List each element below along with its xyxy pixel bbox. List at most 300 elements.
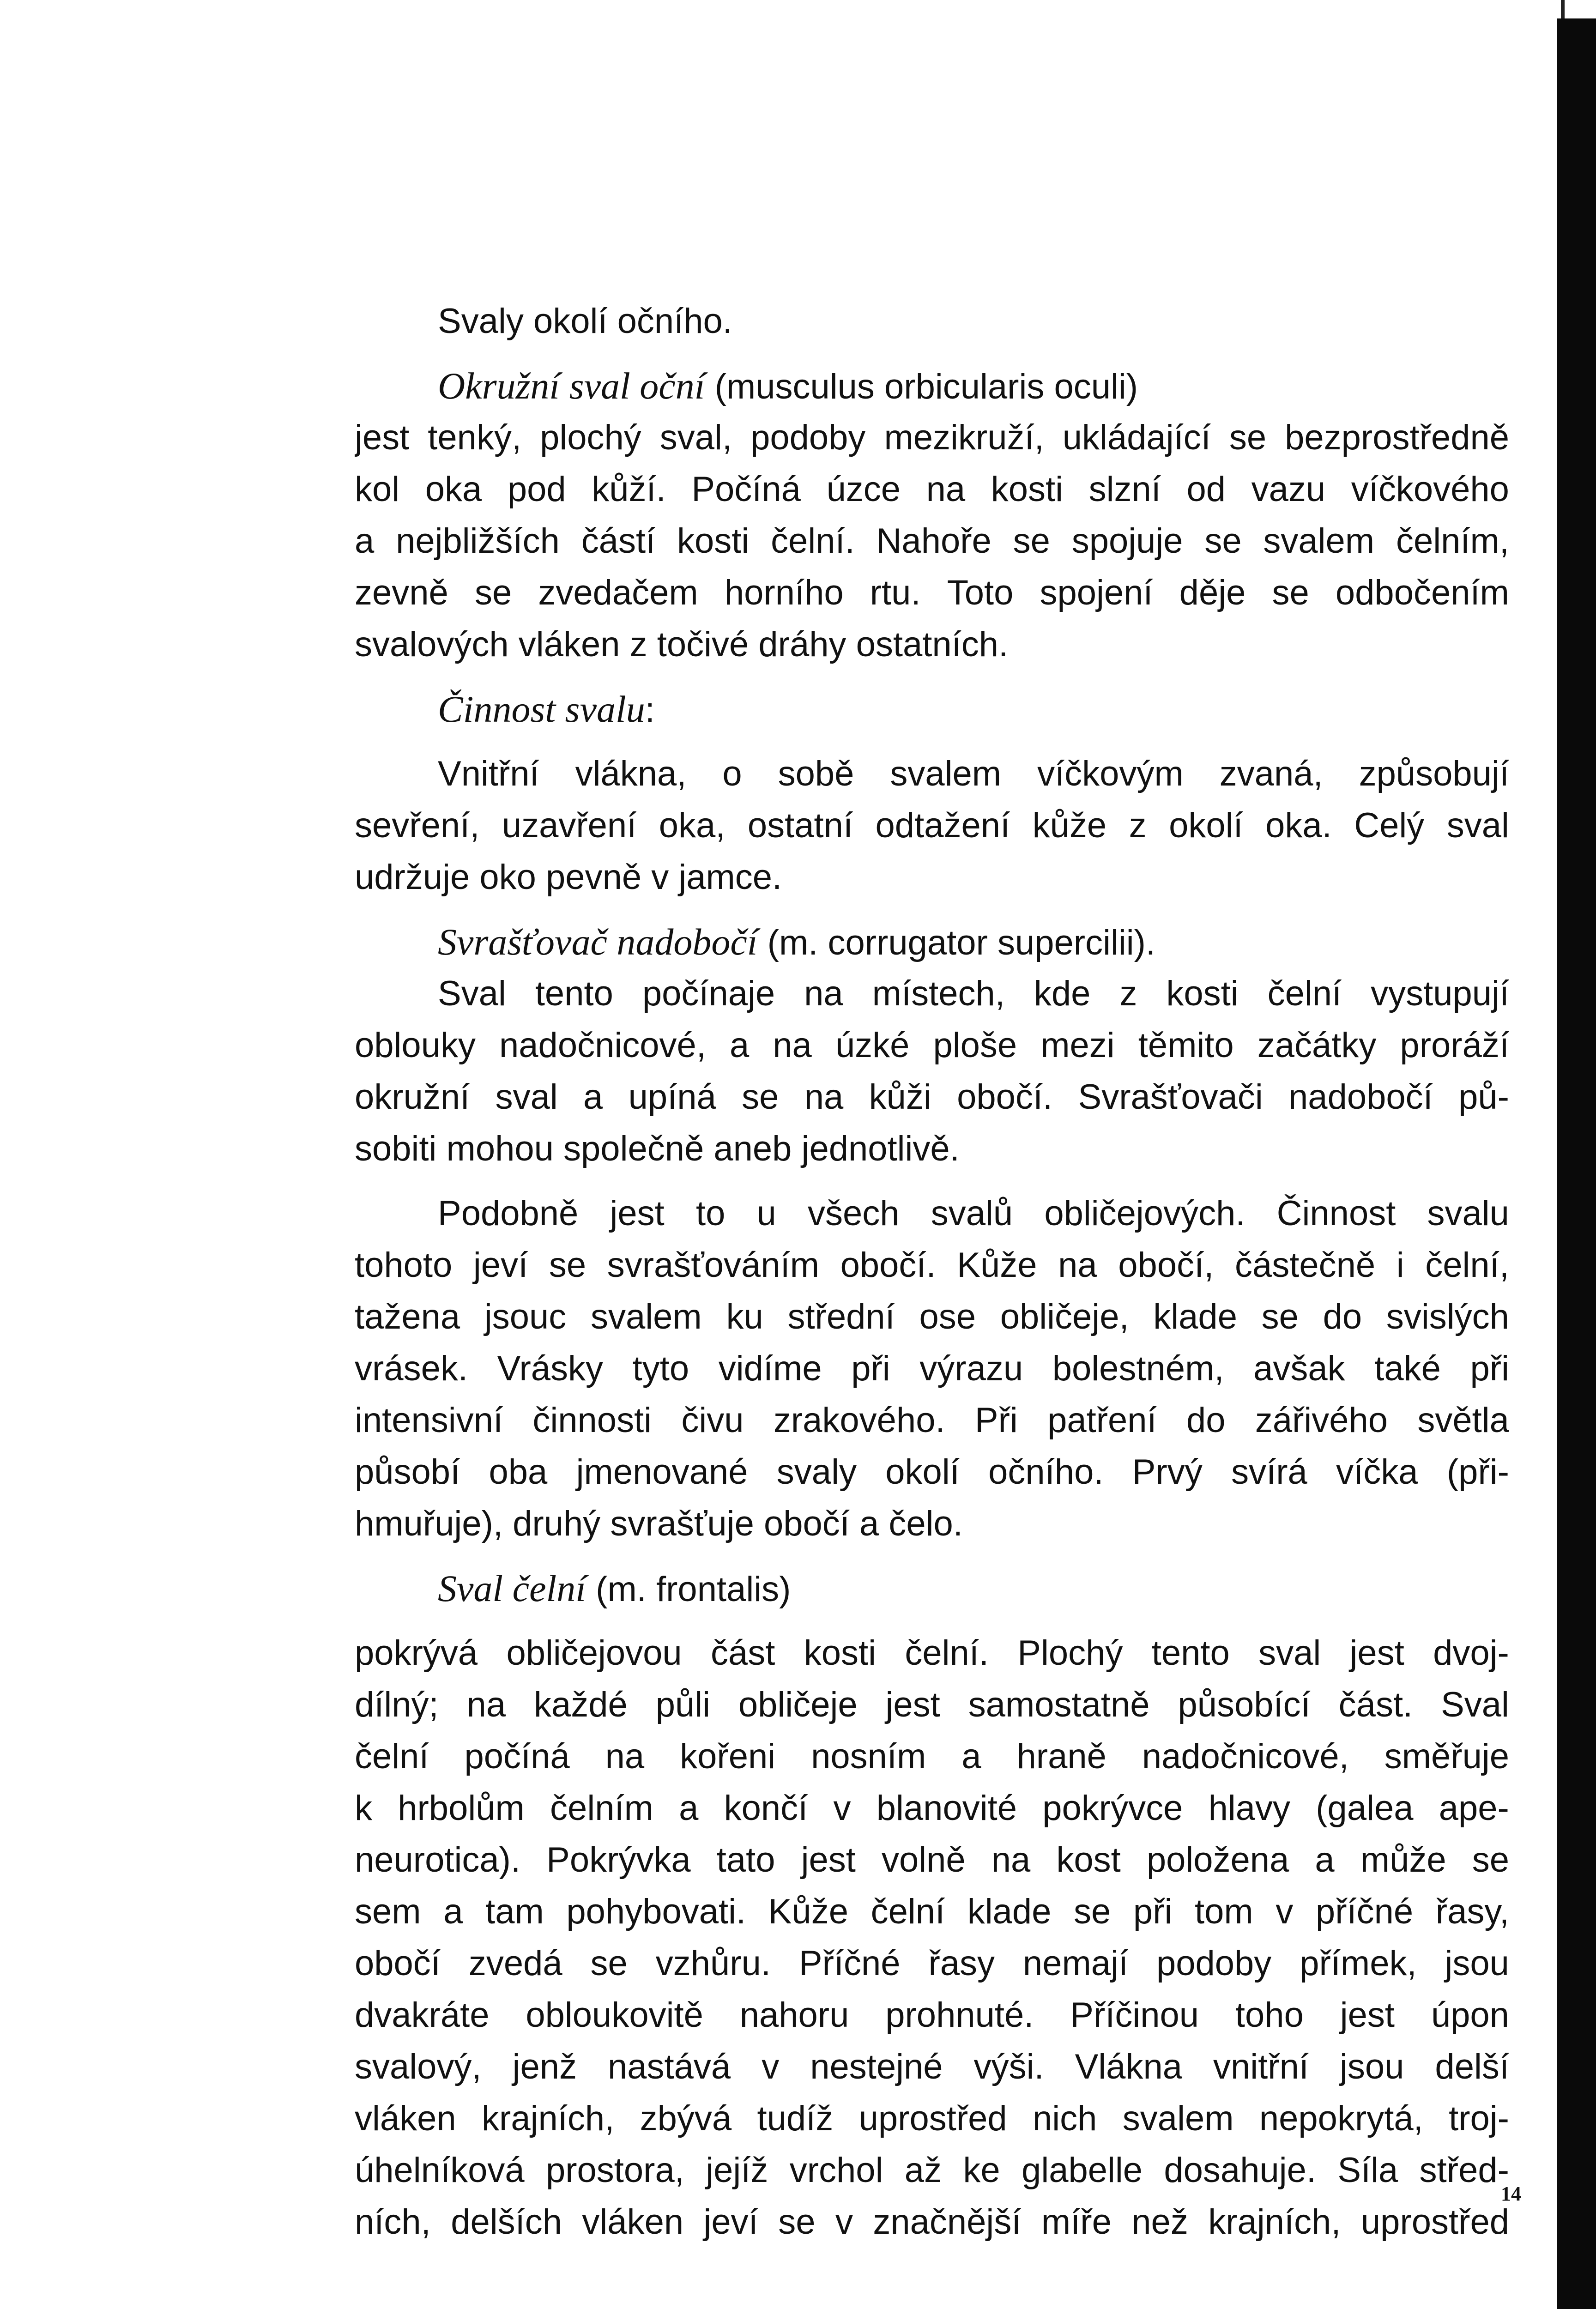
text-line: hmuřuje), druhý svrašťuje obočí a čelo. — [355, 1504, 963, 1543]
word: čelní. — [771, 521, 855, 561]
heading-sval-celni — [355, 1563, 1509, 1614]
word: vzhůru. — [655, 1944, 771, 1983]
word: část — [711, 1633, 775, 1673]
word: jmenované — [576, 1452, 748, 1492]
word: a — [583, 1077, 603, 1117]
word: obličejovou — [506, 1633, 682, 1673]
word: jeví — [703, 2202, 758, 2242]
word: (při- — [1446, 1452, 1509, 1492]
word: míře — [1041, 2202, 1112, 2242]
body-text — [355, 296, 1509, 2248]
word: Sval — [438, 974, 506, 1013]
word: řasy, — [1435, 1892, 1509, 1931]
word: oba — [489, 1452, 548, 1492]
word: jeví — [473, 1245, 528, 1285]
text-line — [355, 1834, 1509, 1886]
text-line — [355, 968, 1509, 1020]
word: do — [1323, 1297, 1362, 1336]
word: podoby — [750, 418, 866, 457]
text-line — [355, 1886, 1509, 1938]
word: příčné — [1315, 1892, 1414, 1931]
word: na — [1058, 1245, 1097, 1285]
word: Pokrývka — [546, 1840, 691, 1880]
word: čelní, — [1425, 1245, 1509, 1285]
text-line — [355, 412, 1509, 464]
word: od — [1186, 470, 1226, 509]
word: svaly — [776, 1452, 857, 1492]
text-line — [355, 2041, 1509, 2093]
word: položena — [1146, 1840, 1289, 1880]
word: dílný; — [355, 1685, 439, 1724]
word: střední — [787, 1297, 895, 1336]
word: Vrásky — [497, 1349, 604, 1388]
word: vrchol — [789, 2151, 883, 2190]
word: na — [991, 1840, 1031, 1880]
word: patření — [1047, 1401, 1157, 1440]
word: jest — [1340, 1995, 1395, 2035]
word: až — [904, 2151, 942, 2190]
word: končí — [724, 1789, 808, 1828]
word: nemají — [1022, 1944, 1129, 1983]
word: kůží. — [592, 470, 666, 509]
paragraph-2 — [355, 748, 1509, 903]
word: tohoto — [355, 1245, 453, 1285]
word: obličeje, — [1000, 1297, 1129, 1336]
word: oka, — [659, 806, 725, 845]
heading-okruzni-rest: (musculus orbicularis oculi) — [705, 367, 1138, 406]
word: než — [1131, 2202, 1188, 2242]
word: uzavření — [502, 806, 637, 845]
word: se — [1472, 1840, 1509, 1880]
word: půli — [655, 1685, 710, 1724]
word: ke — [963, 2151, 1000, 2190]
text-line — [355, 1071, 1509, 1123]
word: kosti — [991, 470, 1064, 509]
word: bezprostředně — [1285, 418, 1509, 457]
word: čelní. — [905, 1633, 989, 1673]
word: na — [804, 1077, 844, 1117]
word: krajních, — [1208, 2202, 1341, 2242]
word: uprostřed — [1360, 2202, 1509, 2242]
word: i — [1396, 1245, 1404, 1285]
page-number: 14 — [1501, 2182, 1521, 2205]
word: neurotica). — [355, 1840, 521, 1880]
word: pokrývce — [1042, 1789, 1183, 1828]
word: proráží — [1400, 1026, 1509, 1065]
text-line — [355, 1627, 1509, 1679]
word: místech, — [872, 974, 1005, 1013]
word: zevně — [355, 573, 448, 612]
word: svalů — [931, 1194, 1013, 1233]
word: ních, — [355, 2202, 431, 2242]
word: nestejné — [810, 2047, 943, 2086]
word: odbočením — [1335, 573, 1509, 612]
word: a — [961, 1737, 981, 1776]
word: a — [1315, 1840, 1335, 1880]
word: okolí — [885, 1452, 960, 1492]
word: se — [1272, 573, 1309, 612]
word: na — [605, 1737, 645, 1776]
word: jsouc — [484, 1297, 567, 1336]
word: Činnost — [1276, 1194, 1396, 1233]
word: část. — [1338, 1685, 1413, 1724]
paragraph-1 — [355, 412, 1509, 671]
word: delší — [1435, 2047, 1509, 2086]
word: úzké — [835, 1026, 910, 1065]
word: obočí. — [840, 1245, 936, 1285]
text-line — [355, 2196, 1509, 2248]
word: svislých — [1386, 1297, 1509, 1336]
word: na — [773, 1026, 812, 1065]
word: při — [1133, 1892, 1173, 1931]
word: víčkovým — [1037, 754, 1184, 793]
word: směřuje — [1384, 1737, 1509, 1776]
word: může — [1360, 1840, 1446, 1880]
word: se — [1261, 1297, 1299, 1336]
word: odtažení — [875, 806, 1010, 845]
word: nejbližších — [396, 521, 560, 561]
word: Podobně — [438, 1194, 579, 1233]
heading-svrastovac — [355, 916, 1509, 968]
heading-svrastovac-italic: Svrašťovač nadobočí — [438, 921, 758, 963]
word: v — [833, 1789, 851, 1828]
word: dosahuje. — [1164, 2151, 1316, 2190]
word: vnitřní — [1213, 2047, 1309, 2086]
heading-svrastovac-rest: (m. corrugator supercilii). — [757, 923, 1156, 962]
word: uprostřed — [858, 2099, 1007, 2138]
word: to — [695, 1194, 725, 1233]
word: kosti — [804, 1633, 876, 1673]
word: ku — [726, 1297, 763, 1336]
word: a — [729, 1026, 750, 1065]
word: u — [756, 1194, 776, 1233]
text-line — [355, 1783, 1509, 1834]
word: působící — [1178, 1685, 1311, 1724]
word: Vnitřní — [438, 754, 539, 793]
word: tento — [1151, 1633, 1230, 1673]
section-title: Svaly okolí očního. — [438, 302, 732, 341]
word: čelní — [1267, 974, 1342, 1013]
word: nahoru — [739, 1995, 849, 2035]
word: obličeje — [738, 1685, 858, 1724]
word: upíná — [628, 1077, 716, 1117]
word: nadočnicové, — [1142, 1737, 1349, 1776]
word: se — [549, 1245, 586, 1285]
word: čivu — [681, 1401, 744, 1440]
word: všech — [808, 1194, 900, 1233]
word: počínaje — [642, 974, 775, 1013]
word: vláken — [355, 2099, 456, 2138]
paragraph-5 — [355, 1627, 1509, 2248]
text-line — [355, 2145, 1509, 2196]
word: zvedá — [468, 1944, 562, 1983]
word: hlavy — [1208, 1789, 1291, 1828]
word: podoby — [1156, 1944, 1272, 1983]
word: ukládající — [1062, 418, 1211, 457]
word: zbývá — [640, 2099, 732, 2138]
word: se — [1229, 418, 1267, 457]
word: toho — [1235, 1995, 1304, 2035]
word: částečně — [1234, 1245, 1376, 1285]
word: sem — [355, 1892, 421, 1931]
text-line — [355, 1395, 1509, 1446]
word: tenký, — [428, 418, 522, 457]
word: čelní — [355, 1737, 429, 1776]
word: o — [722, 754, 742, 793]
word: jest — [610, 1194, 665, 1233]
word: svalem — [591, 1297, 702, 1336]
word: vazu — [1251, 470, 1326, 509]
word: Prvý — [1132, 1452, 1203, 1492]
word: zvedačem — [538, 573, 698, 612]
word: delších — [451, 2202, 562, 2242]
word: Sval — [1441, 1685, 1509, 1724]
word: přímek, — [1300, 1944, 1417, 1983]
word: se — [742, 1077, 779, 1117]
word: se — [778, 2202, 816, 2242]
word: na — [466, 1685, 506, 1724]
word: úpon — [1431, 1995, 1509, 2035]
word: se — [1074, 1892, 1111, 1931]
text-line: udržuje oko pevně v jamce. — [355, 858, 782, 897]
text-line — [355, 1343, 1509, 1395]
text-line — [355, 464, 1509, 515]
word: jenž — [512, 2047, 577, 2086]
text-line — [355, 567, 1509, 619]
word: do — [1186, 1401, 1226, 1440]
word: částí — [581, 521, 656, 561]
word: svalu — [1427, 1194, 1509, 1233]
word: Toto — [947, 573, 1014, 612]
word: spojení — [1040, 573, 1153, 612]
word: oka — [425, 470, 482, 509]
heading-okruzni-sval — [355, 360, 1509, 412]
scan-edge-bar — [1557, 18, 1596, 2309]
word: tam — [485, 1892, 544, 1931]
word: vidíme — [718, 1349, 822, 1388]
text-line — [355, 1291, 1509, 1343]
word: pokrývá — [355, 1633, 478, 1673]
word: (galea — [1316, 1789, 1414, 1828]
word: rtu. — [870, 573, 921, 612]
word: oblouky — [355, 1026, 476, 1065]
word: tento — [535, 974, 613, 1013]
paragraph-3 — [355, 968, 1509, 1175]
word: svalový, — [355, 2047, 482, 2086]
word: a — [443, 1892, 463, 1931]
word: jest — [885, 1685, 940, 1724]
word: zrakového. — [773, 1401, 945, 1440]
word: úzce — [826, 470, 901, 509]
word: ape- — [1439, 1789, 1509, 1828]
word: počíná — [464, 1737, 570, 1776]
word: jest — [355, 418, 410, 457]
word: dvoj- — [1433, 1633, 1509, 1673]
text-line — [355, 1239, 1509, 1291]
word: sval — [1446, 806, 1509, 845]
word: a — [355, 521, 375, 561]
word: svrašťováním — [607, 1245, 820, 1285]
word: Plochý — [1017, 1633, 1123, 1673]
text-line — [355, 1188, 1509, 1239]
word: při — [851, 1349, 890, 1388]
word: Síla — [1337, 2151, 1398, 2190]
word: troj- — [1449, 2099, 1509, 2138]
word: hraně — [1016, 1737, 1106, 1776]
word: víčka — [1336, 1452, 1418, 1492]
word: jest — [1349, 1633, 1404, 1673]
text-line — [355, 1731, 1509, 1783]
word: kořeni — [680, 1737, 776, 1776]
heading-okruzni-italic: Okružní sval oční — [438, 365, 705, 407]
word: vystupují — [1371, 974, 1509, 1013]
word: vrásek. — [355, 1349, 468, 1388]
word: v — [835, 2202, 853, 2242]
word: vlákna, — [575, 754, 687, 793]
word: sobě — [778, 754, 854, 793]
heading-cinnost-rest: : — [645, 690, 655, 730]
word: kde — [1034, 974, 1091, 1013]
text-line — [355, 1938, 1509, 1989]
word: prostora, — [545, 2151, 684, 2190]
word: intensivní — [355, 1401, 503, 1440]
word: se — [590, 1944, 628, 1983]
word: Celý — [1354, 806, 1425, 845]
word: samostatně — [968, 1685, 1150, 1724]
word: ostatní — [747, 806, 853, 845]
word: vláken — [582, 2202, 684, 2242]
word: slzní — [1088, 470, 1161, 509]
heading-celni-italic: Sval čelní — [438, 1567, 586, 1609]
word: svalem — [1263, 521, 1375, 561]
word: obočí, — [1118, 1245, 1214, 1285]
word: plochý — [540, 418, 641, 457]
word: čelním — [550, 1789, 653, 1828]
word: sevření, — [355, 806, 480, 845]
word: Počíná — [691, 470, 801, 509]
word: sval, — [659, 418, 732, 457]
heading-cinnost-italic: Činnost svalu — [438, 688, 645, 730]
word: obloukovitě — [526, 1995, 703, 2035]
word: mezi — [1040, 1026, 1115, 1065]
word: tažena — [355, 1297, 460, 1336]
word: se — [474, 573, 512, 612]
word: Nahoře — [876, 521, 991, 561]
word: na — [804, 974, 843, 1013]
word: pů- — [1458, 1077, 1509, 1117]
word: řasy — [928, 1944, 995, 1983]
word: v — [1276, 1892, 1294, 1931]
text-line — [355, 2093, 1509, 2145]
word: jsou — [1445, 1944, 1509, 1983]
text-line — [355, 800, 1509, 852]
word: avšak — [1253, 1349, 1345, 1388]
heading-cinnost-svalu — [355, 683, 1509, 735]
word: dvakráte — [355, 1995, 490, 2035]
word: krajních, — [482, 2099, 615, 2138]
text-line — [355, 1679, 1509, 1731]
heading-celni-rest: (m. frontalis) — [586, 1570, 791, 1609]
word: nich — [1033, 2099, 1097, 2138]
word: jsou — [1339, 2047, 1404, 2086]
word: svalem — [890, 754, 1002, 793]
word: tudíž — [757, 2099, 834, 2138]
word: z — [1119, 974, 1137, 1013]
word: začátky — [1257, 1026, 1377, 1065]
word: Svrašťovači — [1078, 1077, 1263, 1117]
word: tyto — [632, 1349, 689, 1388]
word: klade — [967, 1892, 1052, 1931]
text-line — [355, 1989, 1509, 2041]
word: nadočnicové, — [499, 1026, 706, 1065]
word: k — [355, 1789, 372, 1828]
word: se — [1204, 521, 1242, 561]
word: spojuje — [1071, 521, 1183, 561]
word: kůže — [1032, 806, 1107, 845]
word: kost — [1056, 1840, 1121, 1880]
word: kol — [355, 470, 400, 509]
word: sval — [495, 1077, 558, 1117]
word: víčkového — [1351, 470, 1509, 509]
word: nadobočí — [1288, 1077, 1433, 1117]
word: nosním — [811, 1737, 926, 1776]
word: Při — [974, 1401, 1018, 1440]
word: na — [926, 470, 966, 509]
word: obličejových. — [1044, 1194, 1245, 1233]
word: mezikruží, — [884, 418, 1044, 457]
scan-edge-top — [1561, 0, 1565, 18]
text-line — [355, 1446, 1509, 1498]
word: zářivého — [1255, 1401, 1388, 1440]
word: z — [1129, 806, 1147, 845]
word: výrazu — [919, 1349, 1023, 1388]
text-line — [355, 515, 1509, 567]
text-line: sobiti mohou společně aneb jednotlivě. — [355, 1129, 960, 1168]
word: volně — [881, 1840, 966, 1880]
word: pod — [507, 470, 566, 509]
word: horního — [724, 573, 844, 612]
text-line: svalových vláken z točivé dráhy ostatních. — [355, 625, 1009, 664]
word: děje — [1179, 573, 1246, 612]
word: značnější — [873, 2202, 1022, 2242]
word: svalem — [1122, 2099, 1234, 2138]
word: při — [1470, 1349, 1509, 1388]
word: a — [679, 1789, 699, 1828]
word: oka. — [1265, 806, 1332, 845]
word: střed- — [1419, 2151, 1509, 2190]
word: hrbolům — [398, 1789, 525, 1828]
word: klade — [1153, 1297, 1237, 1336]
word: okružní — [355, 1077, 470, 1117]
word: pohybovati. — [566, 1892, 746, 1931]
word: tato — [716, 1840, 775, 1880]
word: okolí — [1169, 806, 1243, 845]
word: ose — [919, 1297, 976, 1336]
word: světla — [1417, 1401, 1509, 1440]
word: výši. — [973, 2047, 1044, 2086]
word: působí — [355, 1452, 460, 1492]
word: těmito — [1138, 1026, 1234, 1065]
word: způsobují — [1359, 754, 1509, 793]
word: nastává — [608, 2047, 731, 2086]
word: kosti — [677, 521, 750, 561]
word: čelním, — [1396, 521, 1509, 561]
word: každé — [533, 1685, 628, 1724]
word: Příčné — [798, 1944, 901, 1983]
word: obočí. — [957, 1077, 1053, 1117]
word: Příčinou — [1070, 1995, 1199, 2035]
word: tom — [1195, 1892, 1253, 1931]
